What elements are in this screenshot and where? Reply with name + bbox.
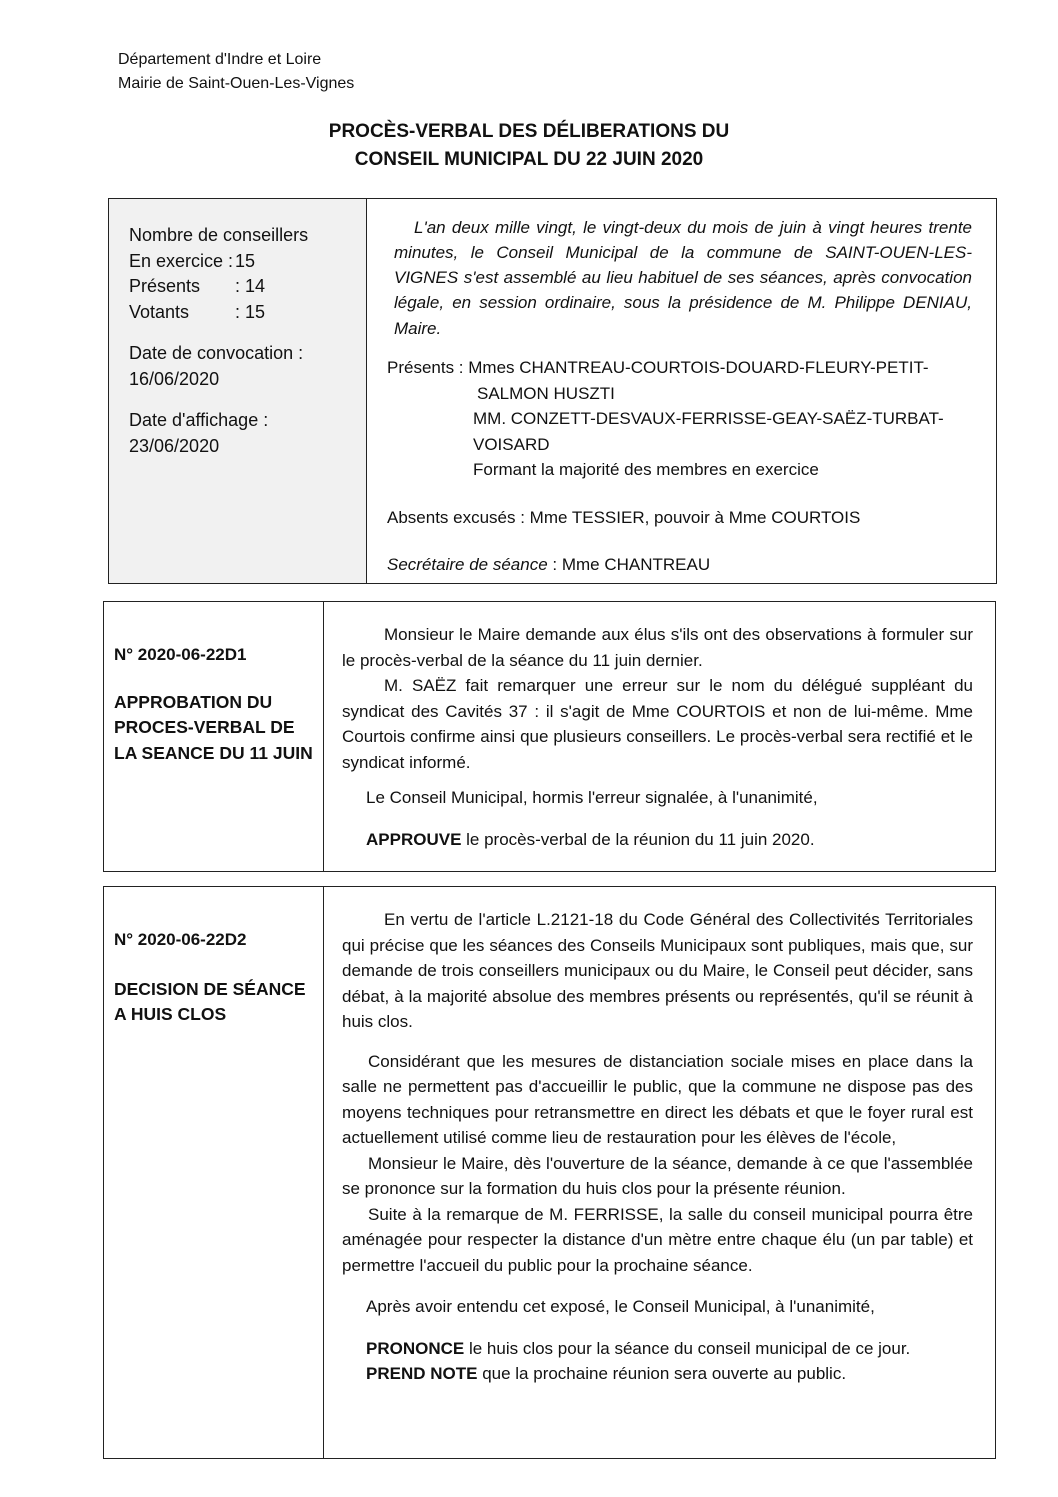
convocation-label: Date de convocation :	[129, 343, 304, 364]
paragraph: En vertu de l'article L.2121-18 du Code Général des Collectivités Territoriales qui précise que les séances des Conseils Municipaux sont publiques, mais que, sur demande de trois conseillers municipaux ou du Maire, le Conseil peut décider, sans débat, à la majorité absolue des membres présents ou représentés, qu'il se réunit à huis clos.	[342, 910, 973, 1031]
conseillers-label: Nombre de conseillers	[129, 225, 309, 245]
affichage-label: Date d'affichage :	[129, 410, 269, 431]
secretaire-line	[387, 552, 972, 578]
presents-line-4: VOISARD	[473, 434, 550, 454]
paragraph: M. SAËZ fait remarquer une erreur sur le nom du délégué suppléant du syndicat des Cavités 37 : il s'agit de Mme COURTOIS et non de lui-même. Mme Courtois confirme ainsi que plusieurs conseillers. Le procès-verbal sera rectifié et le syndicat informé.	[342, 676, 973, 772]
deliberation-1-subject	[114, 690, 313, 766]
secretaire-value: : Mme CHANTREAU	[547, 555, 711, 574]
subject-line: DECISION DE SÉANCE	[114, 979, 306, 999]
deliberation-box-1	[103, 601, 996, 872]
decision-line	[342, 1361, 973, 1387]
paragraph: Le Conseil Municipal, hormis l'erreur signalée, à l'unanimité,	[366, 788, 818, 807]
votants-row	[129, 300, 308, 326]
title-line-2: CONSEIL MUNICIPAL DU 22 JUIN 2020	[354, 148, 704, 170]
deliberation-2-body	[342, 907, 973, 1387]
absents-line: Absents excusés : Mme TESSIER, pouvoir à Mme COURTOIS	[387, 507, 861, 527]
deliberation-1-heading	[104, 602, 324, 871]
deliberation-1-body	[342, 622, 973, 852]
attendance-block	[387, 355, 972, 578]
document-header	[118, 48, 354, 96]
page-title	[100, 118, 958, 173]
decision-line	[342, 1336, 973, 1362]
exercice-row	[129, 249, 308, 275]
subject-line: PROCES-VERBAL DE	[114, 717, 295, 738]
presents-line-2: SALMON HUSZTI	[477, 383, 615, 403]
deliberation-2-number: N° 2020-06-22D2	[114, 930, 247, 949]
presents-line-1: Présents : Mmes CHANTREAU-COURTOIS-DOUARD-FLEURY-PETIT-	[387, 358, 929, 377]
exercice-value: 15	[235, 250, 256, 271]
presents-label: Présents	[129, 276, 201, 297]
decision-keyword: APPROUVE	[366, 829, 462, 849]
decision-line	[342, 827, 973, 853]
presents-line-5: Formant la majorité des membres en exercice	[473, 460, 819, 479]
decision-text: le huis clos pour la séance du conseil municipal de ce jour.	[464, 1338, 911, 1358]
deliberation-box-2	[103, 886, 996, 1459]
paragraph: Monsieur le Maire demande aux élus s'ils ont des observations à formuler sur le procès-verbal de la séance du 11 juin dernier.	[342, 625, 973, 670]
mairie-line: Mairie de Saint-Ouen-Les-Vignes	[118, 75, 355, 92]
votants-label: Votants	[129, 301, 190, 322]
session-summary-box	[108, 198, 997, 584]
decision-text: le procès-verbal de la réunion du 11 juin 2020.	[461, 829, 815, 849]
presents-value: : 14	[235, 276, 266, 297]
deliberation-2-heading	[104, 887, 324, 1458]
paragraph: Considérant que les mesures de distanciation sociale mises en place dans la salle ne permettent pas d'accueillir le public, que la commune ne dispose pas des moyens techniques pour retransmettre en direct les débats et que le foyer rural est actuellement utilisé comme lieu de restauration pour les élèves de l'école,	[342, 1051, 973, 1147]
department-line: Département d'Indre et Loire	[118, 51, 322, 68]
paragraph: Après avoir entendu cet exposé, le Conseil Municipal, à l'unanimité,	[366, 1297, 875, 1316]
convocation-date: 16/06/2020	[129, 368, 220, 389]
council-stats	[129, 223, 308, 459]
presents-line-3: MM. CONZETT-DESVAUX-FERRISSE-GEAY-SAËZ-TURBAT-	[473, 409, 944, 428]
decision-text: que la prochaine réunion sera ouverte au public.	[477, 1364, 847, 1383]
decision-keyword: PRONONCE	[366, 1338, 465, 1358]
paragraph: Suite à la remarque de M. FERRISSE, la salle du conseil municipal pourra être aménagée pour respecter la distance d'un mètre entre chaque élu (un par table) et permettre l'accueil du public pour la prochaine séance.	[342, 1204, 973, 1275]
subject-line: APPROBATION DU	[114, 692, 273, 712]
secretaire-label: Secrétaire de séance	[387, 555, 548, 574]
subject-line: LA SEANCE DU 11 JUIN	[114, 742, 313, 763]
council-stats-panel	[109, 199, 367, 583]
deliberation-2-subject	[114, 977, 306, 1028]
votants-value: : 15	[235, 301, 266, 322]
intro-paragraph: L'an deux mille vingt, le vingt-deux du mois de juin à vingt heures trente minutes, le Conseil Municipal de la commune de SAINT-OUEN-LES-VIGNES s'est assemblé au lieu habituel de ses séances, après convocation légale, en session ordinaire, sous la présidence de M. Philippe DENIAU, Maire.	[394, 218, 972, 338]
decision-keyword: PREND NOTE	[366, 1364, 478, 1383]
paragraph: Monsieur le Maire, dès l'ouverture de la séance, demande à ce que l'assemblée se prononce sur la formation du huis clos pour la présente réunion.	[342, 1153, 973, 1198]
presents-row	[129, 274, 308, 300]
title-line-1: PROCÈS-VERBAL DES DÉLIBERATIONS DU	[328, 121, 730, 142]
deliberation-1-number: N° 2020-06-22D1	[114, 645, 247, 664]
exercice-label: En exercice :	[129, 250, 234, 271]
affichage-date: 23/06/2020	[129, 435, 220, 456]
subject-line: A HUIS CLOS	[114, 1004, 227, 1025]
